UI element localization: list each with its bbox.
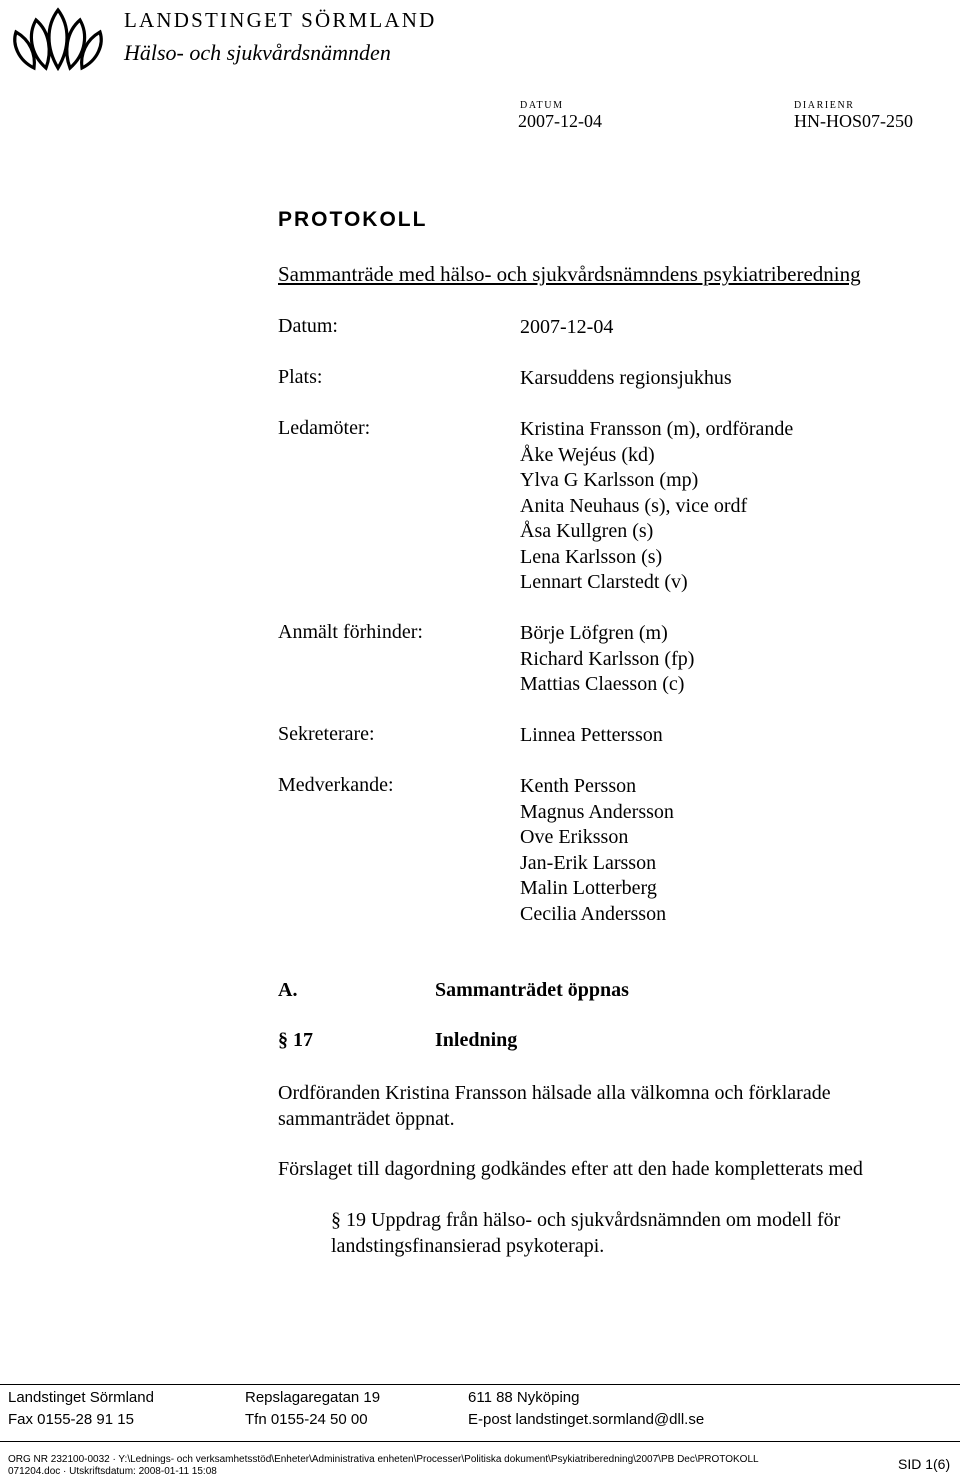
list-item: Åsa Kullgren (s)	[520, 520, 654, 542]
list-item: Ylva G Karlsson (mp)	[520, 469, 699, 491]
footer-org: Landstinget Sörmland	[8, 1389, 154, 1406]
plats-label: Plats:	[278, 366, 323, 388]
anmalt-forhinder-label: Anmält förhinder:	[278, 621, 423, 643]
section-17-title: Inledning	[435, 1029, 518, 1051]
list-item: Richard Karlsson (fp)	[520, 647, 695, 670]
datum-value: 2007-12-04	[520, 316, 614, 338]
section-17-paragraph-3: § 19 Uppdrag från hälso- och sjukvårdsnämnden om modell för landstingsfinansierad psykoterapi.	[331, 1209, 841, 1257]
list-item: Lennart Clarstedt (v)	[520, 571, 688, 593]
footer-file-path: ORG NR 232100-0032 · Y:\Lednings- och verksamhetsstöd\Enheter\Administrativa enheten\Processer\Politiska dokument\Psykiatriberedning\2007\PB Dec\PROTOKOLL	[8, 1454, 759, 1465]
section-a-title: Sammanträdet öppnas	[435, 979, 629, 1001]
anmalt-forhinder-list	[520, 621, 694, 698]
document-title: PROTOKOLL	[278, 208, 428, 231]
section-17-number: § 17	[278, 1029, 313, 1051]
plats-value: Karsuddens regionsjukhus	[520, 367, 732, 389]
list-item: Mattias Claesson (c)	[520, 673, 685, 695]
org-name: LANDSTINGET SÖRMLAND	[124, 8, 437, 32]
footer-email: E-post landstinget.sormland@dll.se	[468, 1411, 705, 1428]
list-item: Cecilia Andersson	[520, 902, 667, 925]
list-item: Jan-Erik Larsson	[520, 851, 657, 874]
footer-fax: Fax 0155-28 91 15	[8, 1411, 134, 1428]
footer-phone: Tfn 0155-24 50 00	[245, 1411, 368, 1428]
footer-print-date: 071204.doc · Utskriftsdatum: 2008-01-11 15:08	[8, 1466, 217, 1477]
list-item: Magnus Andersson	[520, 800, 674, 823]
footer-divider-bottom	[0, 1441, 960, 1442]
medverkande-label: Medverkande:	[278, 774, 394, 796]
sekreterare-value: Linnea Pettersson	[520, 724, 663, 746]
diarienr-label: DIARIENR	[794, 100, 855, 111]
list-item: Börje Löfgren (m)	[520, 622, 668, 644]
list-item: Kristina Fransson (m), ordförande	[520, 418, 794, 440]
sekreterare-label: Sekreterare:	[278, 723, 375, 745]
footer-street: Repslagaregatan 19	[245, 1389, 381, 1406]
datum-header-label: DATUM	[520, 100, 564, 111]
ledamoter-label: Ledamöter:	[278, 417, 371, 439]
page-number: SID 1(6)	[898, 1456, 951, 1472]
list-item: Malin Lotterberg	[520, 877, 657, 899]
ledamoter-list	[520, 417, 793, 596]
document-subtitle: Sammanträde med hälso- och sjukvårdsnämndens psykiatriberedning	[278, 262, 861, 286]
section-17-paragraph-1: Ordföranden Kristina Fransson hälsade alla välkomna och förklarade sammanträdet öppnat.	[278, 1082, 831, 1130]
org-subtitle: Hälso- och sjukvårdsnämnden	[124, 40, 391, 65]
list-item: Kenth Persson	[520, 775, 637, 797]
list-item: Ove Eriksson	[520, 826, 629, 848]
datum-header-value: 2007-12-04	[518, 111, 602, 131]
section-a-number: A.	[278, 979, 298, 1001]
tulip-crown-logo-icon	[6, 4, 110, 74]
footer-divider	[0, 1384, 960, 1385]
datum-label: Datum:	[278, 315, 338, 337]
list-item: Anita Neuhaus (s), vice ordf	[520, 494, 748, 517]
list-item: Åke Wejéus (kd)	[520, 443, 655, 466]
section-17-paragraph-2: Förslaget till dagordning godkändes efter att den hade kompletterats med	[278, 1158, 863, 1180]
list-item: Lena Karlsson (s)	[520, 545, 663, 568]
medverkande-list	[520, 774, 674, 927]
diarienr-value: HN-HOS07-250	[794, 111, 913, 131]
footer-postal: 611 88 Nyköping	[468, 1389, 580, 1406]
